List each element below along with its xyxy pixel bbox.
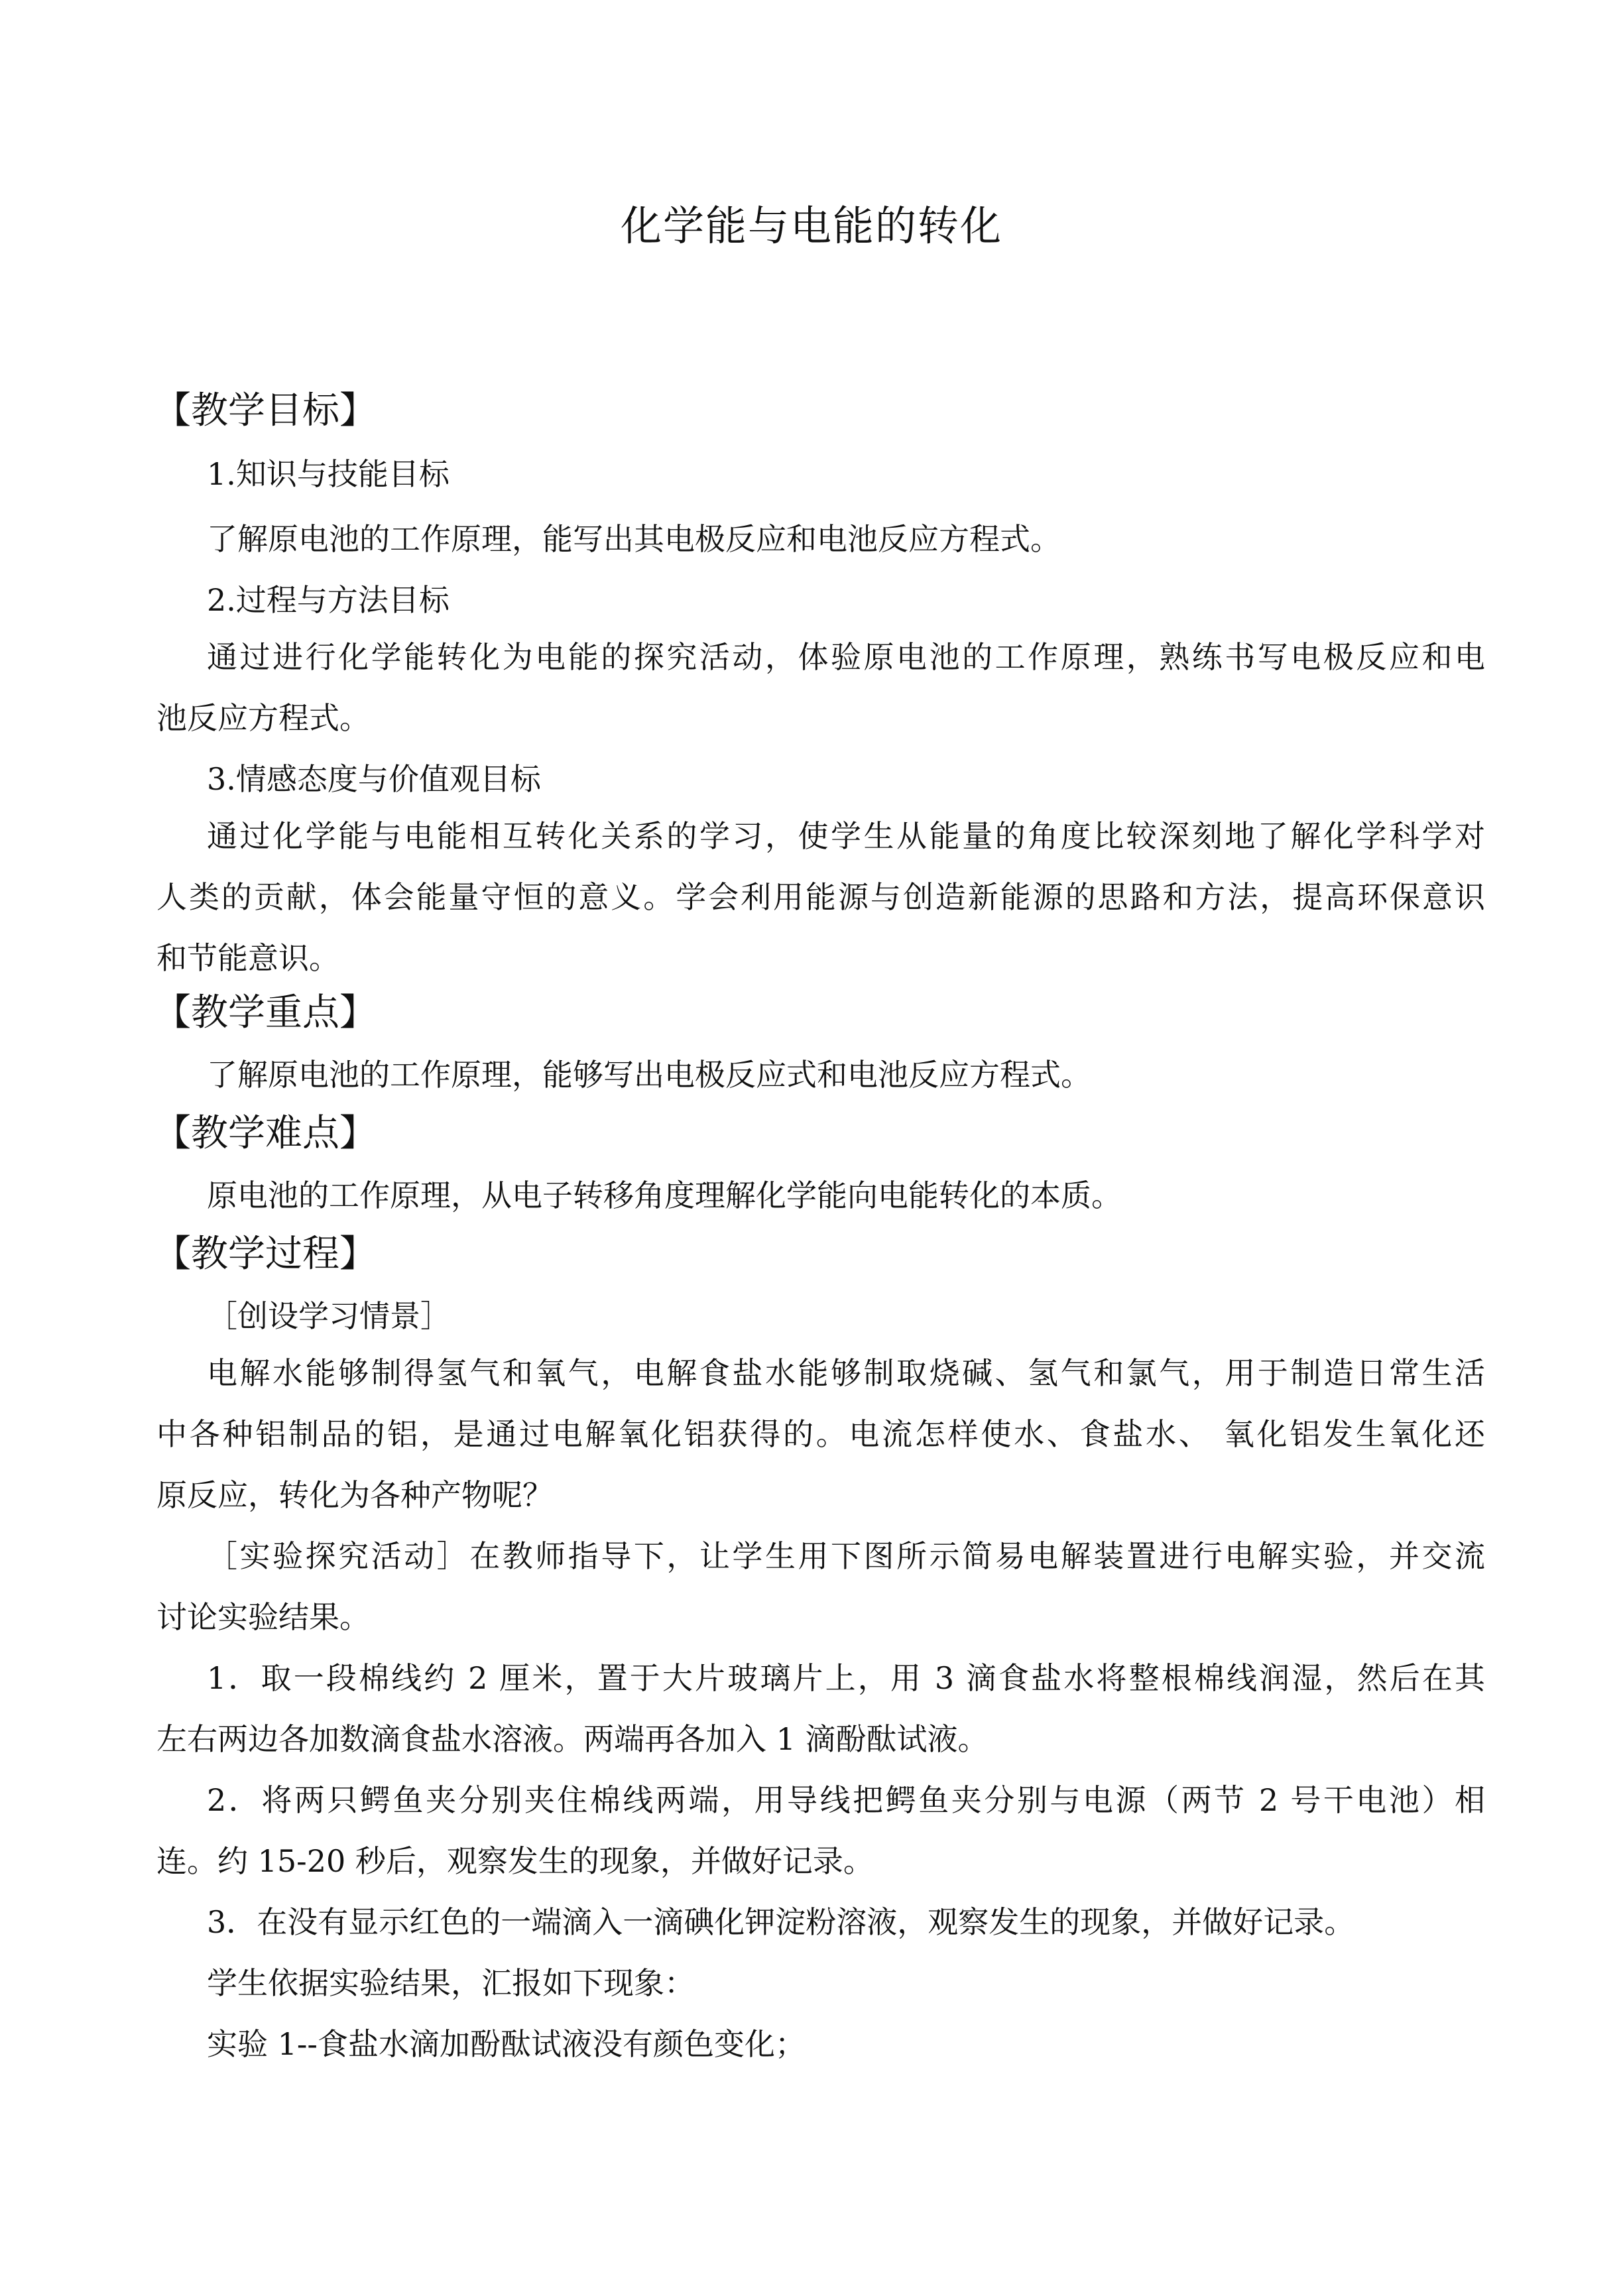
section-heading-goals: 【教学目标】 [154, 389, 377, 432]
process-activity-line2: 讨论实验结果。 [156, 1599, 370, 1635]
step2-line1: 2．将两只鳄鱼夹分别夹住棉线两端，用导线把鳄鱼夹分别与电源（两节 2 号干电池）相 [207, 1782, 1485, 1818]
process-para1-line2: 中各种铝制品的铝，是通过电解氧化铝获得的。电流怎样使水、食盐水、 氧化铝发生氧化还 [156, 1416, 1485, 1452]
process-para1-line1: 电解水能够制得氢气和氧气，电解食盐水能够制取烧碱、氢气和氯气，用于制造日常生活 [207, 1355, 1485, 1391]
document-title: 化学能与电能的转化 [620, 202, 1002, 250]
goal-emotion-text-line1: 通过化学能与电能相互转化关系的学习，使学生从能量的角度比较深刻地了解化学科学对 [207, 818, 1485, 854]
goal-knowledge-text: 了解原电池的工作原理，能写出其电极反应和电池反应方程式。 [207, 521, 1061, 557]
keypoints-text: 了解原电池的工作原理，能够写出电极反应式和电池反应方程式。 [207, 1057, 1091, 1093]
goal-sub-process: 2.过程与方法目标 [207, 582, 450, 618]
step3-text: 3．在没有显示红色的一端滴入一滴碘化钾淀粉溶液，观察发生的现象，并做好记录。 [207, 1904, 1355, 1940]
process-para1-line3: 原反应，转化为各种产物呢？ [156, 1477, 553, 1513]
goal-emotion-text-line2: 人类的贡献，体会能量守恒的意义。学会利用能源与创造新能源的思路和方法，提高环保意识 [156, 879, 1485, 915]
goal-process-text-line1: 通过进行化学能转化为电能的探究活动，体验原电池的工作原理，熟练书写电极反应和电 [207, 639, 1485, 675]
process-scene-label: ［创设学习情景］ [207, 1298, 451, 1334]
goal-process-text-line2: 池反应方程式。 [156, 700, 370, 736]
step2-line2: 连。约 15-20 秒后，观察发生的现象，并做好记录。 [156, 1843, 874, 1879]
section-heading-process: 【教学过程】 [154, 1233, 377, 1276]
section-heading-keypoints: 【教学重点】 [154, 991, 377, 1034]
difficulties-text: 原电池的工作原理，从电子转移角度理解化学能向电能转化的本质。 [207, 1178, 1122, 1213]
goal-emotion-text-line3: 和节能意识。 [156, 940, 339, 976]
section-heading-difficulties: 【教学难点】 [154, 1112, 377, 1155]
step1-line2: 左右两边各加数滴食盐水溶液。两端再各加入 1 滴酚酞试液。 [156, 1721, 989, 1757]
experiment1-result: 实验 1--食盐水滴加酚酞试液没有颜色变化； [207, 2026, 806, 2062]
report-intro: 学生依据实验结果，汇报如下现象： [207, 1965, 695, 2001]
goal-sub-emotion: 3.情感态度与价值观目标 [207, 761, 541, 797]
goal-sub-knowledge: 1.知识与技能目标 [207, 456, 450, 492]
process-activity-line1: ［实验探究活动］在教师指导下，让学生用下图所示简易电解装置进行电解实验，并交流 [207, 1538, 1485, 1574]
step1-line1: 1．取一段棉线约 2 厘米，置于大片玻璃片上，用 3 滴食盐水将整根棉线润湿，然后在其 [207, 1660, 1485, 1696]
